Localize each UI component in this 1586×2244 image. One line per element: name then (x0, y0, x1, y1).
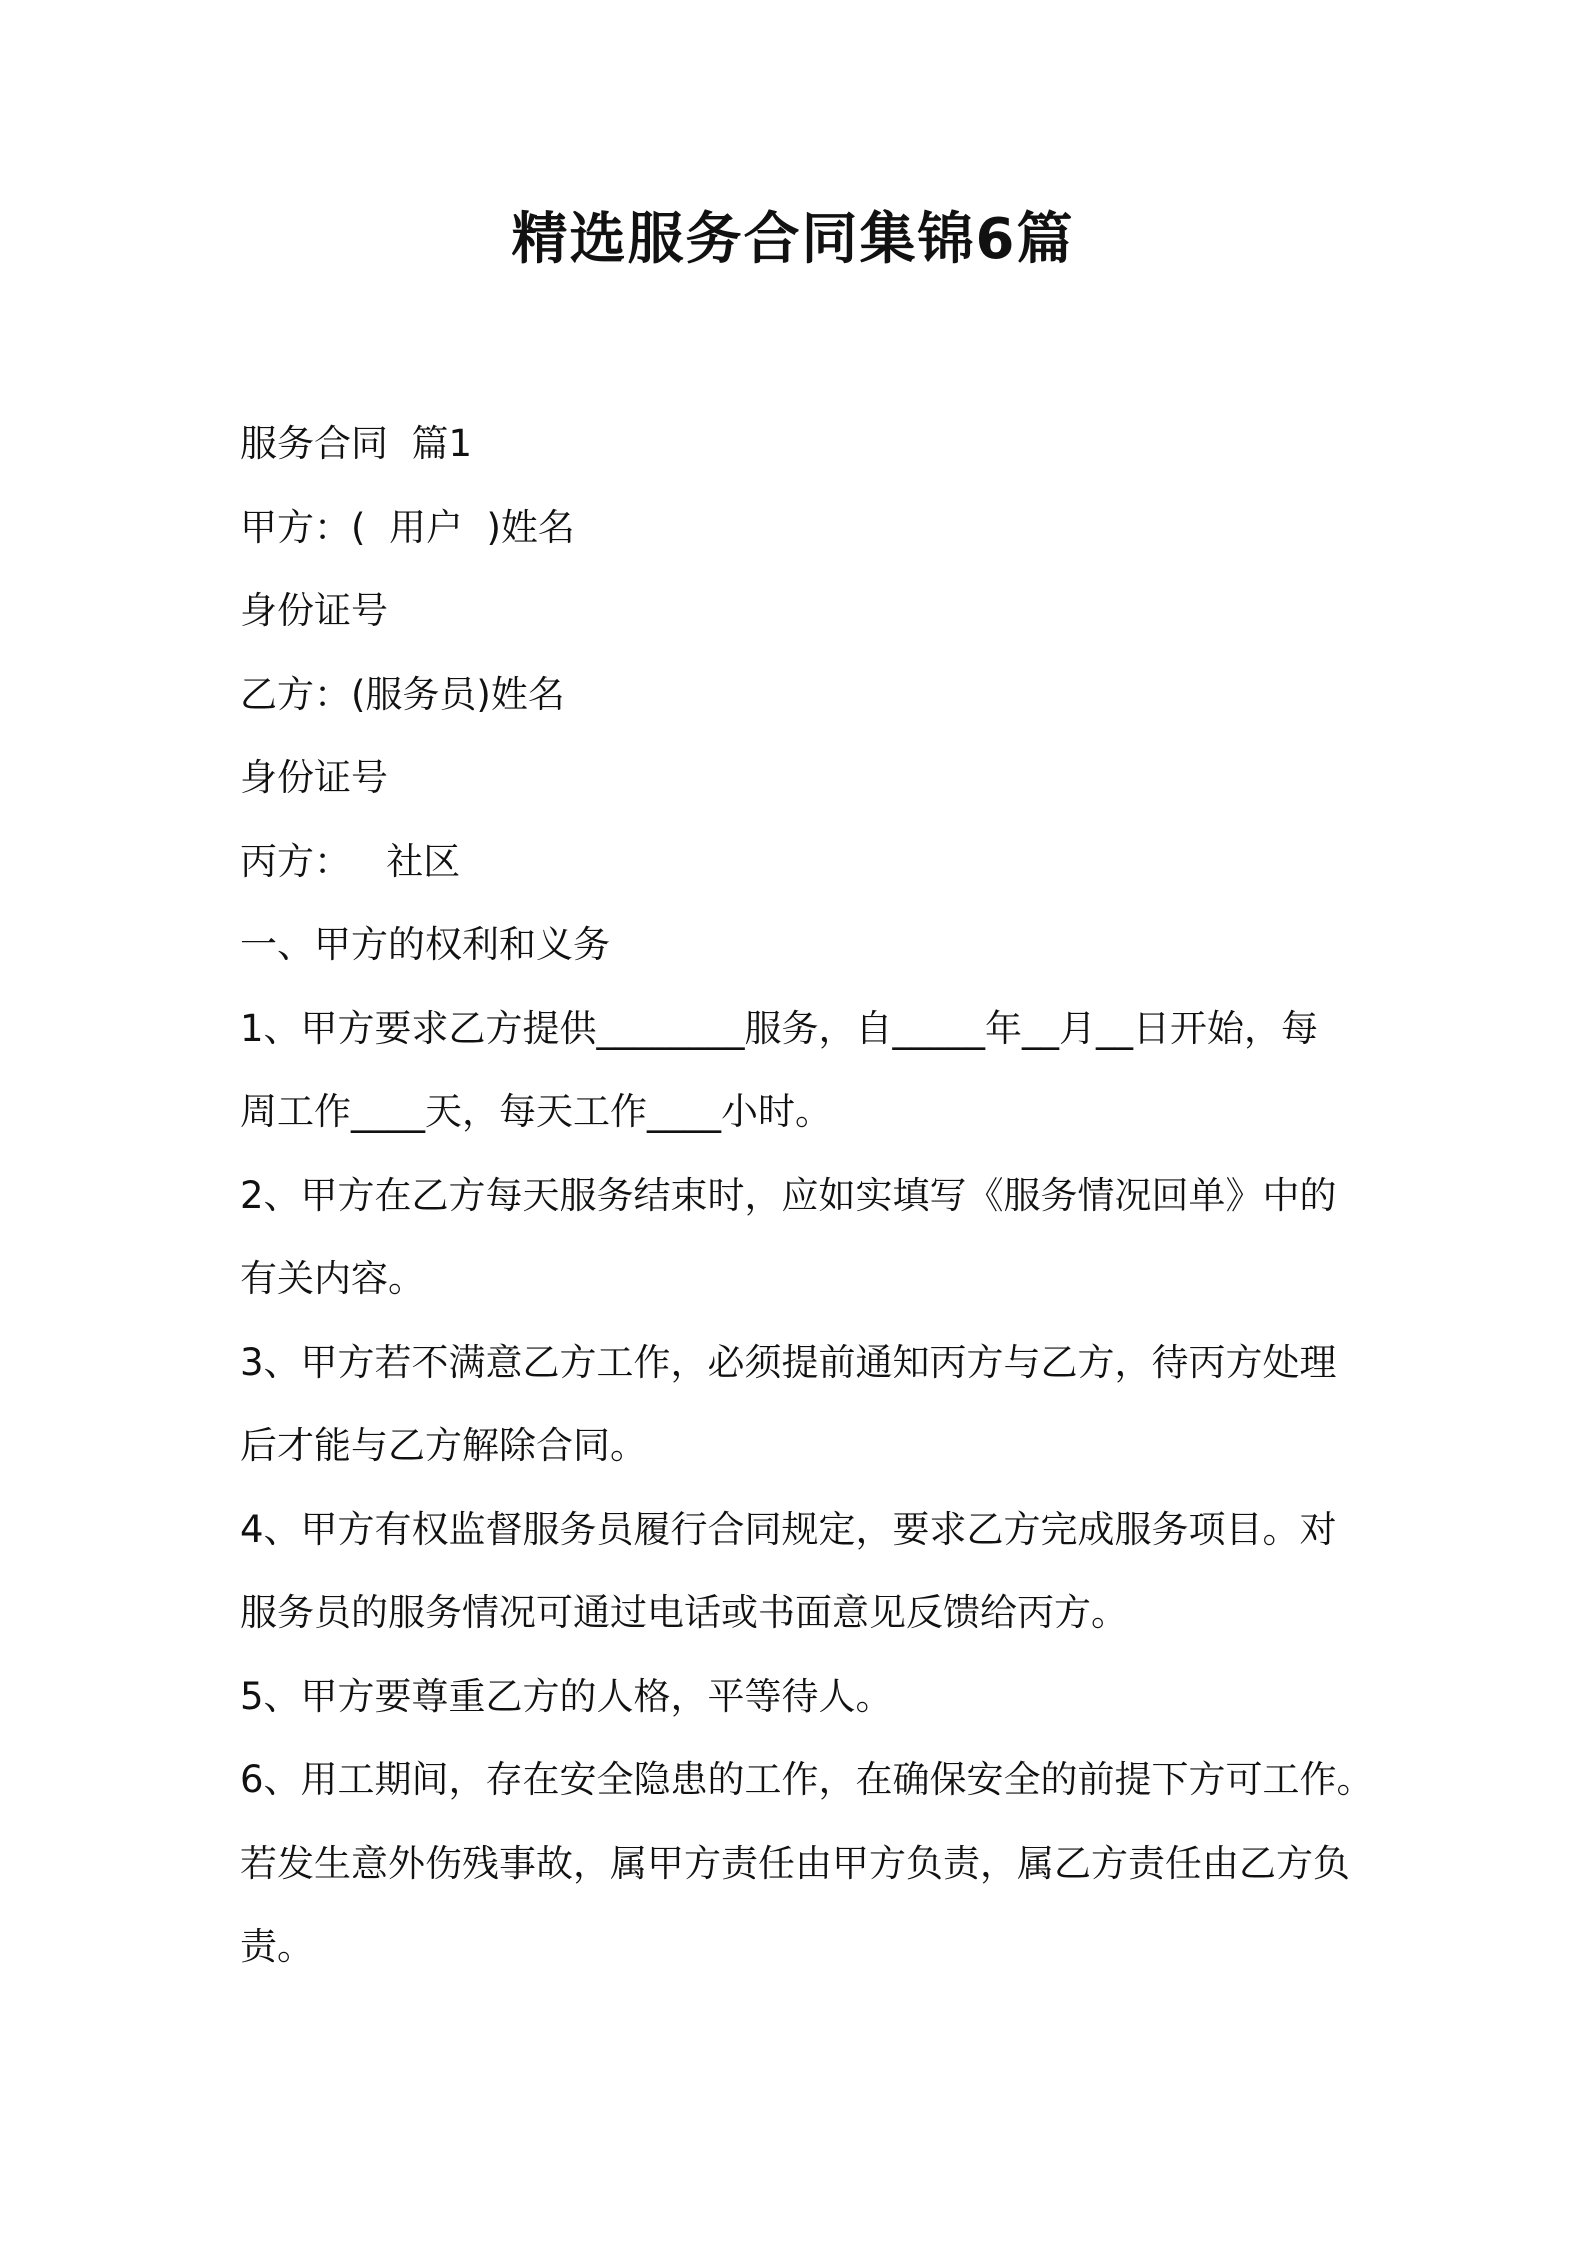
clause-3-line-1: 3、甲方若不满意乙方工作，必须提前通知丙方与乙方，待丙方处理 (240, 1340, 1337, 1384)
clause-4-line-2: 服务员的服务情况可通过电话或书面意见反馈给丙方。 (240, 1591, 1128, 1634)
party-c-line: 丙方： 社区 (240, 839, 461, 883)
party-b-line: 乙方：(服务员)姓名 (240, 672, 565, 716)
clause-4-line-1: 4、甲方有权监督服务员履行合同规定，要求乙方完成服务项目。对 (240, 1507, 1337, 1551)
document-title: 精选服务合同集锦6篇 (511, 207, 1075, 272)
clause-3-line-2: 后才能与乙方解除合同。 (240, 1424, 647, 1467)
clause-6-line-2: 若发生意外伤残事故，属甲方责任由甲方负责，属乙方责任由乙方负 (240, 1841, 1350, 1885)
clause-1-line-1: 1、甲方要求乙方提供________服务，自_____年__月__日开始，每 (240, 1006, 1319, 1050)
clause-2-line-1: 2、甲方在乙方每天服务结束时，应如实填写《服务情况回单》中的 (240, 1173, 1337, 1217)
clause-6-line-3: 责。 (240, 1925, 314, 1968)
party-a-line: 甲方：( 用户 )姓名 (240, 505, 575, 549)
clause-6-line-1: 6、用工期间，存在安全隐患的工作，在确保安全的前提下方可工作。 (240, 1758, 1374, 1801)
section-heading: 服务合同 篇1 (240, 422, 473, 465)
clause-2-line-2: 有关内容。 (240, 1257, 425, 1300)
clause-heading: 一、甲方的权利和义务 (240, 923, 610, 966)
clause-1-line-2: 周工作____天，每天工作____小时。 (240, 1090, 832, 1133)
document-body (240, 402, 1375, 1989)
party-b-id-line: 身份证号 (240, 756, 388, 799)
party-a-id-line: 身份证号 (240, 589, 388, 632)
clause-5-line: 5、甲方要尊重乙方的人格，平等待人。 (240, 1674, 893, 1718)
